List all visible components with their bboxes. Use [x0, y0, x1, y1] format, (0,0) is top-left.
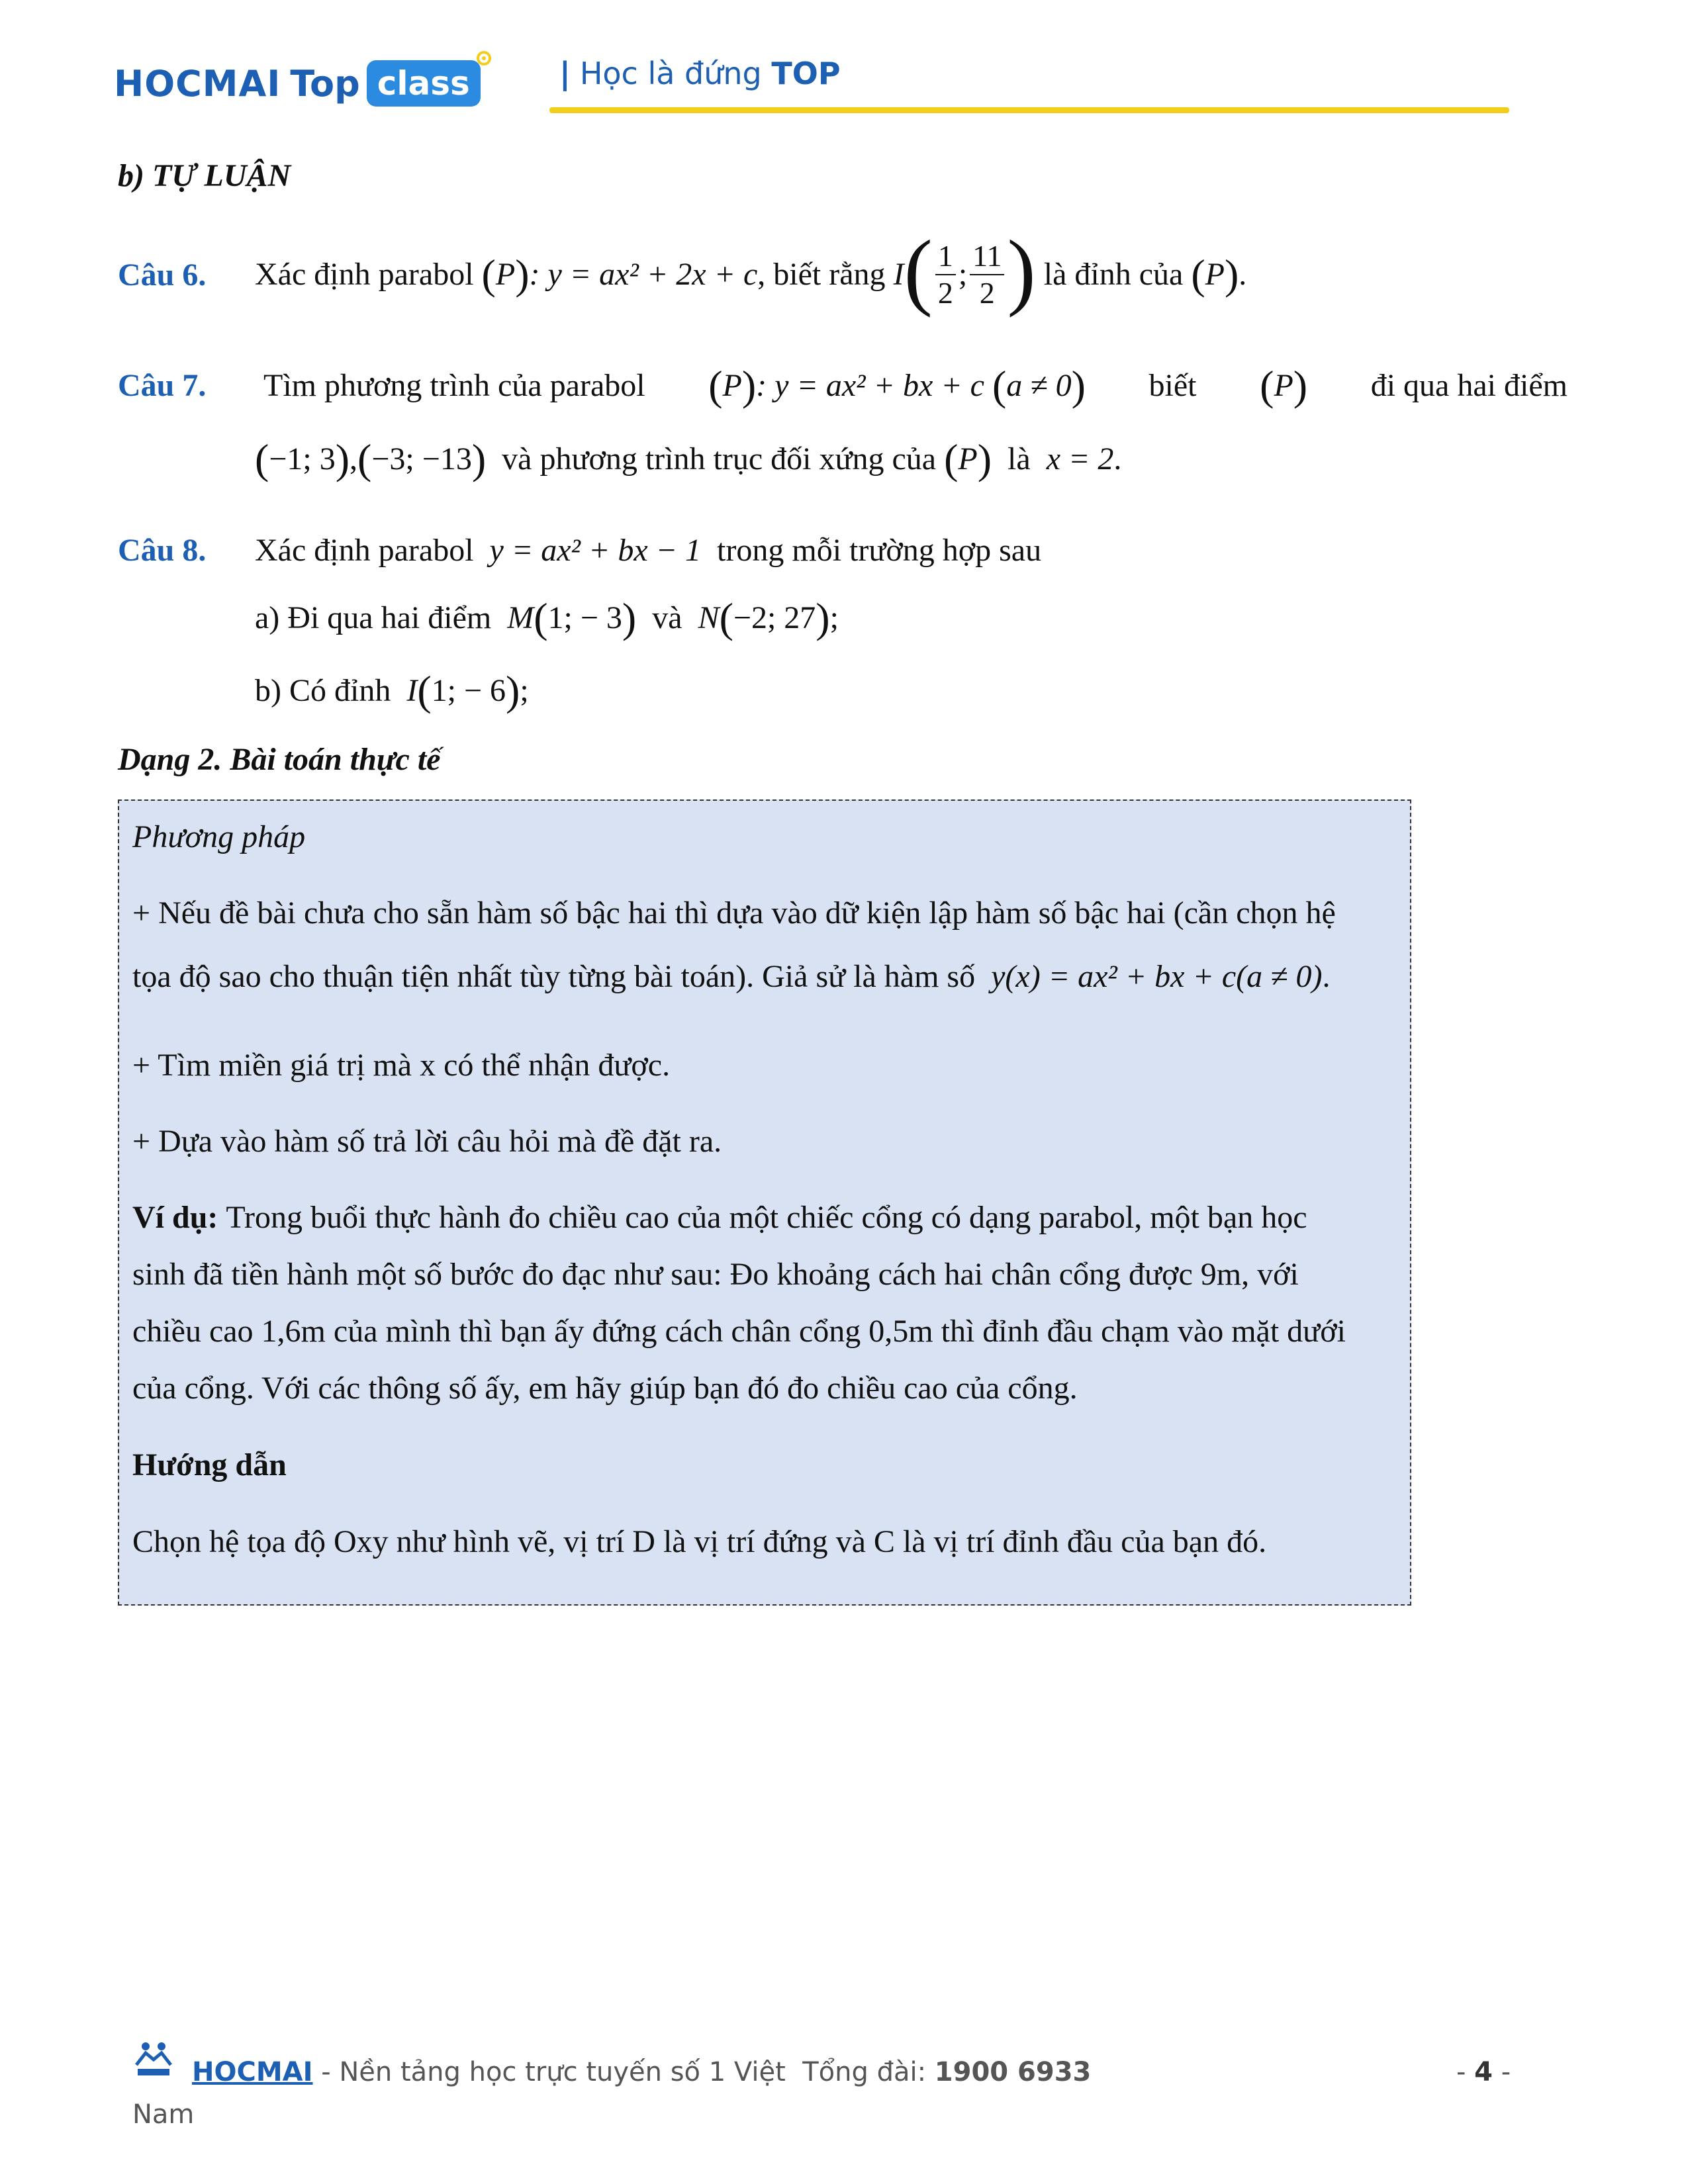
- q7-axis: x = 2: [1046, 441, 1114, 477]
- tagline-prefix: Học là đứng: [579, 56, 762, 91]
- q7-equation: : y = ax² + bx + c: [756, 368, 984, 403]
- method-p3: + Dựa vào hàm số trả lời câu hỏi mà đề đặt ra.: [132, 1124, 722, 1159]
- q8-point-i-coord: 1; − 6: [431, 673, 506, 708]
- method-p1-equation: y(x) = ax² + bx + c(a ≠ 0): [991, 959, 1323, 994]
- q7-text3: đi qua hai điểm: [1370, 368, 1568, 403]
- q6-text1: Xác định parabol: [255, 257, 474, 292]
- example-label: Ví dụ:: [132, 1200, 218, 1235]
- logo-hocmai-text: HOCMAI: [114, 62, 281, 105]
- footer-brand-link[interactable]: HOCMAI: [192, 2057, 313, 2087]
- q7-point-1: −1; 3: [269, 441, 336, 477]
- question-7-number: Câu 7.: [118, 368, 207, 403]
- q8-text1: Xác định parabol: [255, 533, 474, 568]
- question-6-label: [118, 257, 206, 294]
- hocmai-topclass-logo: [114, 57, 481, 110]
- question-7-line2: (−1; 3),(−3; −13) và phương trình trục đối xứng của (P) là x = 2.: [255, 435, 1122, 482]
- question-6-number: Câu 6.: [118, 257, 207, 293]
- example-line1: Ví dụ: Trong buổi thực hành đo chiều cao của một chiếc cổng có dạng parabol, một bạn học: [132, 1200, 1307, 1235]
- question-8-part-a: a) Đi qua hai điểm M(1; − 3) và N(−2; 27);: [255, 594, 839, 641]
- q7-condition: a ≠ 0: [1006, 368, 1072, 403]
- q6-fraction-1: $\frac{1}{2}$: [935, 238, 956, 311]
- question-7-line1: Tìm phương trình của parabol (P): y = ax² + bx + c (a ≠ 0) biết (P) đi qua hai điểm: [263, 362, 1568, 409]
- method-p1-line1: + Nếu đề bài chưa cho sẵn hàm số bậc hai thì dựa vào dữ kiện lập hàm số bậc hai (cần chọn hệ: [132, 895, 1336, 931]
- question-8-line1: [255, 532, 1041, 569]
- tagline-strong: TOP: [771, 56, 841, 91]
- header-underline: [549, 107, 1509, 113]
- logo-class-badge: [367, 60, 481, 107]
- q8-equation: y = ax² + bx − 1: [489, 533, 702, 568]
- q6-text3: là đỉnh của: [1043, 257, 1184, 292]
- footer-slogan-cont: Nam: [132, 2099, 195, 2130]
- q7-text1: Tìm phương trình của parabol: [263, 368, 645, 403]
- question-6-text: Xác định parabol ( P ) : y = ax² + 2x + c , biết rằng I ( $\frac{1}{2}$ ; $\frac{11}{2}$ ) là đỉnh của ( P ) .: [255, 223, 1247, 318]
- guide-text: Chọn hệ tọa độ Oxy như hình vẽ, vị trí D là vị trí đứng và C là vị trí đỉnh đầu của bạn đó.: [132, 1524, 1267, 1559]
- tagline: [559, 56, 841, 91]
- q8-point-i: I: [406, 673, 418, 708]
- q6-equation: : y = ax² + 2x + c: [529, 257, 758, 292]
- logo-top-text: Top: [290, 62, 360, 105]
- q8-text2: trong mỗi trường hợp sau: [717, 533, 1042, 568]
- q7-text5: là: [1008, 441, 1031, 477]
- q7-point-2: −3; −13: [371, 441, 472, 477]
- q8-point-n-coord: −2; 27: [733, 600, 816, 635]
- section-title: b) TỰ LUẬN: [118, 158, 291, 193]
- hocmai-house-icon: [132, 2038, 175, 2081]
- logo-class-text: class: [377, 64, 470, 103]
- example-line4: của cổng. Với các thông số ấy, em hãy giúp bạn đó đo chiều cao của cổng.: [132, 1371, 1078, 1406]
- footer-hotline-label: Tổng đài:: [802, 2057, 927, 2087]
- method-p2: + Tìm miền giá trị mà x có thể nhận được.: [132, 1048, 671, 1083]
- q8-point-m-coord: 1; − 3: [547, 600, 622, 635]
- page-number: - 4 -: [1456, 2057, 1511, 2087]
- q8-point-n: N: [698, 600, 720, 635]
- method-p1-line2: tọa độ sao cho thuận tiện nhất tùy từng bài toán). Giả sử là hàm số y(x) = ax² + bx + c(a ≠ 0).: [132, 959, 1331, 994]
- sun-icon: [474, 48, 494, 68]
- footer-hotline: 1900 6933: [934, 2057, 1092, 2087]
- q6-point-name: I: [893, 257, 904, 292]
- question-8-part-b: b) Có đỉnh I(1; − 6);: [255, 667, 529, 714]
- question-7-label: [118, 367, 206, 404]
- question-8-number: Câu 8.: [118, 533, 207, 568]
- example-line2: sinh đã tiền hành một số bước đo đạc như sau: Đo khoảng cách hai chân cổng được 9m, với: [132, 1257, 1299, 1292]
- q7-text4: và phương trình trục đối xứng của: [502, 441, 937, 477]
- guide-title: Hướng dẫn: [132, 1447, 287, 1482]
- method-title: Phương pháp: [132, 819, 306, 854]
- footer-text: [192, 2057, 1091, 2087]
- footer-slogan: - Nền tảng học trực tuyến số 1 Việt: [312, 2057, 786, 2087]
- q6-text2: , biết rằng: [757, 257, 886, 292]
- q8-and: và: [652, 600, 682, 635]
- example-line3: chiều cao 1,6m của mình thì bạn ấy đứng cách chân cổng 0,5m thì đỉnh đầu chạm vào mặt dưới: [132, 1314, 1346, 1349]
- dang2-title: Dạng 2. Bài toán thực tế: [118, 742, 441, 777]
- q8-a-text: a) Đi qua hai điểm: [255, 600, 492, 635]
- q8-b-text: b) Có đỉnh: [255, 673, 391, 708]
- q7-text2: biết: [1149, 368, 1197, 403]
- tagline-divider: |: [559, 56, 571, 91]
- question-8-label: [118, 532, 206, 569]
- q6-fraction-2: $\frac{11}{2}$: [970, 238, 1004, 311]
- q8-point-m: M: [507, 600, 534, 635]
